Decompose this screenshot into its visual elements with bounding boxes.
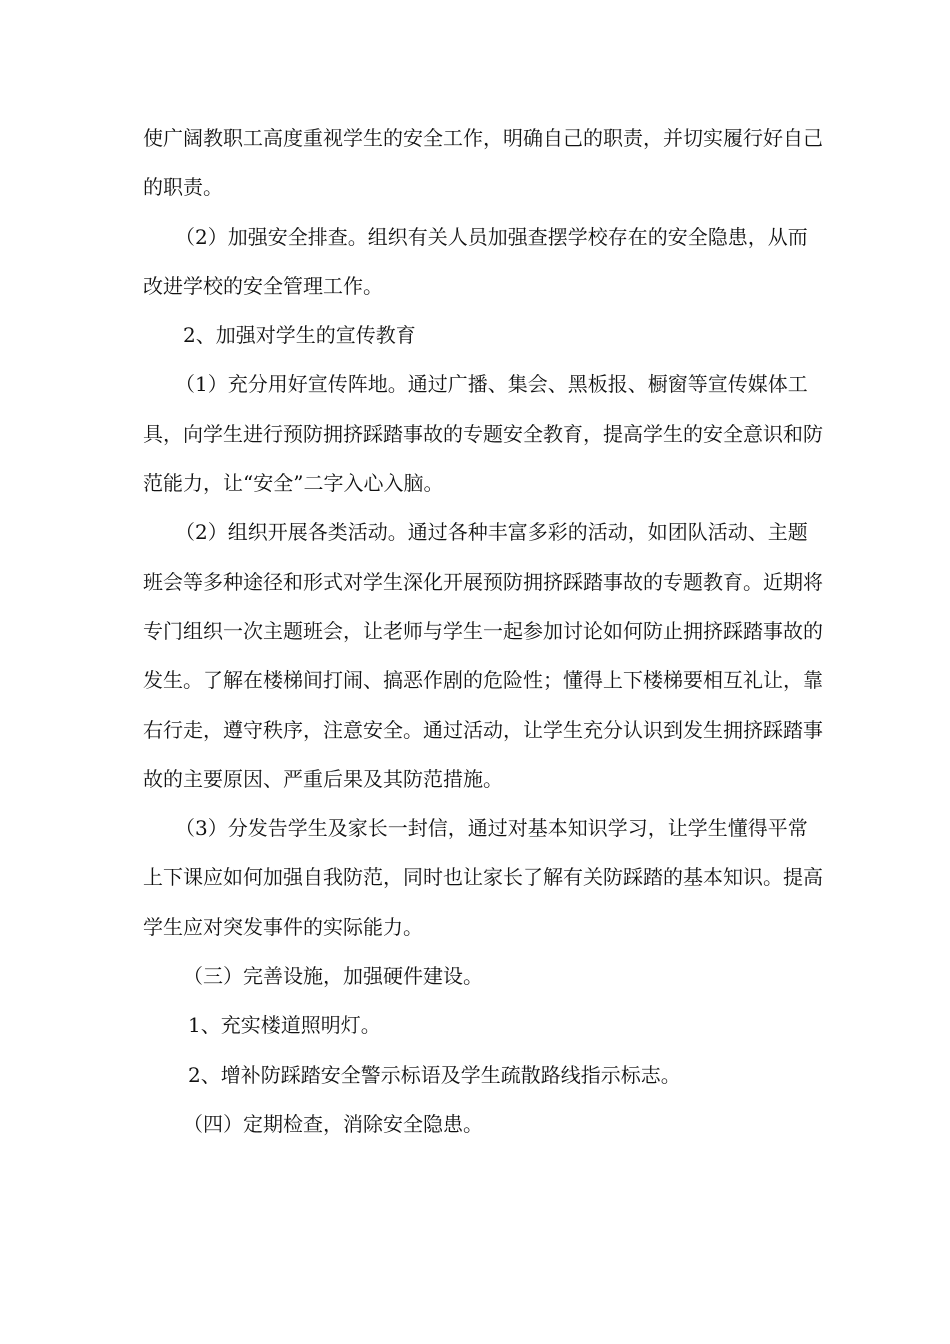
paragraph-parent-letter: （3）分发告学生及家长一封信，通过对基本知识学习，让学生懂得平常上下课应如何加强自我防范，同时也让家长了解有关防踩踏的基本知识。提高学生应对突发事件的实际能力。: [143, 816, 823, 939]
paragraph-continuation: 使广阔教职工高度重视学生的安全工作，明确自己的职责，并切实履行好自己的职责。: [143, 126, 823, 200]
section-heading-inspection: （四）定期检查，消除安全隐患。: [183, 1111, 483, 1136]
paragraph-publicity-positions: （1）充分用好宣传阵地。通过广播、集会、黑板报、橱窗等宣传媒体工具，向学生进行预防拥挤踩踏事故的专题安全教育，提高学生的安全意识和防范能力，让“安全”二字入心入脑。: [143, 372, 823, 496]
section-heading-student-education: 2、加强对学生的宣传教育: [183, 323, 416, 348]
list-item-signage: 2、增补防踩踏安全警示标语及学生疏散路线指示标志。: [188, 1062, 681, 1087]
list-item-lighting: 1、充实楼道照明灯。: [188, 1013, 381, 1038]
paragraph-activities: （2）组织开展各类活动。通过各种丰富多彩的活动，如团队活动、主题班会等多种途径和形式对学生深化开展预防拥挤踩踏事故的专题教育。近期将专门组织一次主题班会，让老师与学生一起参加讨论如何防止拥挤踩踏事故的发生。了解在楼梯间打闹、搞恶作剧的危险性；懂得上下楼梯要相互礼让，靠右行走，遵守秩序，注意安全。通过活动，让学生充分认识到发生拥挤踩踏事故的主要原因、严重后果及其防范措施。: [143, 520, 823, 791]
document-body: [143, 114, 823, 1149]
paragraph-safety-inspection: （2）加强安全排查。组织有关人员加强查摆学校存在的安全隐患，从而改进学校的安全管理工作。: [143, 224, 808, 298]
section-heading-facilities: （三）完善设施，加强硬件建设。: [183, 964, 483, 989]
